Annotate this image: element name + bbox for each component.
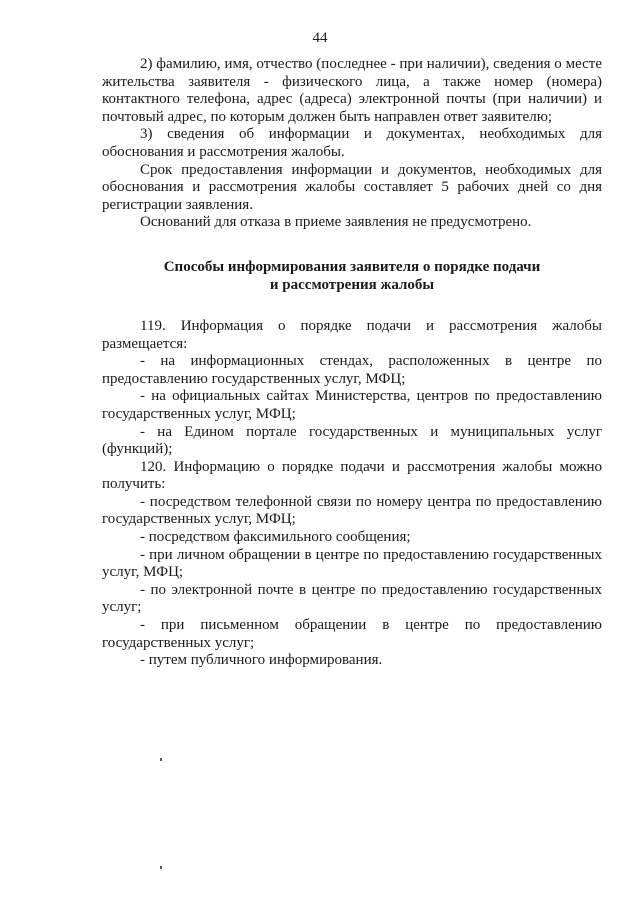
paragraph-120-intro: 120. Информацию о порядке подачи и рассмотрения жалобы можно получить: bbox=[102, 458, 602, 493]
paragraph-supporting-documents: 3) сведения об информации и документах, необходимых для обоснования и рассмотрения жалобы. bbox=[102, 126, 602, 160]
list-item-info-stands: - на информационных стендах, расположенных в центре по предоставлению государственных услуг, МФЦ; bbox=[102, 353, 602, 387]
section-heading-line-2: и рассмотрения жалобы bbox=[269, 276, 435, 293]
scan-speck bbox=[160, 866, 162, 869]
section-heading bbox=[102, 258, 602, 294]
list-item-public-informing: - путем публичного информирования. bbox=[140, 652, 383, 669]
list-item-email: - по электронной почте в центре по предоставлению государственных услуг; bbox=[102, 581, 602, 616]
page-number: 44 bbox=[312, 30, 328, 46]
list-item-unified-portal: - на Едином портале государственных и муниципальных услуг (функций); bbox=[102, 423, 602, 458]
section-heading-line-1: Способы информирования заявителя о порядке подачи bbox=[163, 258, 541, 275]
paragraph-119-intro: 119. Информация о порядке подачи и рассмотрения жалобы размещается: bbox=[102, 317, 602, 352]
paragraph-submission-deadline: Срок предоставления информации и документов, необходимых для обоснования и рассмотрения жалобы составляет 5 рабочих дней со дня регистрации заявления. bbox=[102, 161, 602, 213]
document-body bbox=[102, 56, 602, 670]
list-item-official-websites: - на официальных сайтах Министерства, центров по предоставлению государственных услуг, МФЦ; bbox=[102, 388, 602, 422]
list-item-personal-visit: - при личном обращении в центре по предоставлению государственных услуг, МФЦ; bbox=[102, 546, 602, 581]
paragraph-applicant-details: 2) фамилию, имя, отчество (последнее - при наличии), сведения о месте жительства заявителя - физического лица, а также номер (номера) контактного телефона, адрес (адреса) электронной почты (при наличии) и почтовый адрес, по которым должен быть направлен ответ заявителю; bbox=[102, 56, 602, 125]
list-item-telephone: - посредством телефонной связи по номеру центра по предоставлению государственных услуг, МФЦ; bbox=[102, 493, 602, 528]
list-item-fax: - посредством факсимильного сообщения; bbox=[140, 529, 411, 546]
scan-speck bbox=[160, 758, 162, 761]
list-item-written-request: - при письменном обращении в центре по предоставлению государственных услуг; bbox=[102, 617, 602, 651]
paragraph-no-refusal-grounds: Оснований для отказа в приеме заявления не предусмотрено. bbox=[140, 214, 532, 231]
